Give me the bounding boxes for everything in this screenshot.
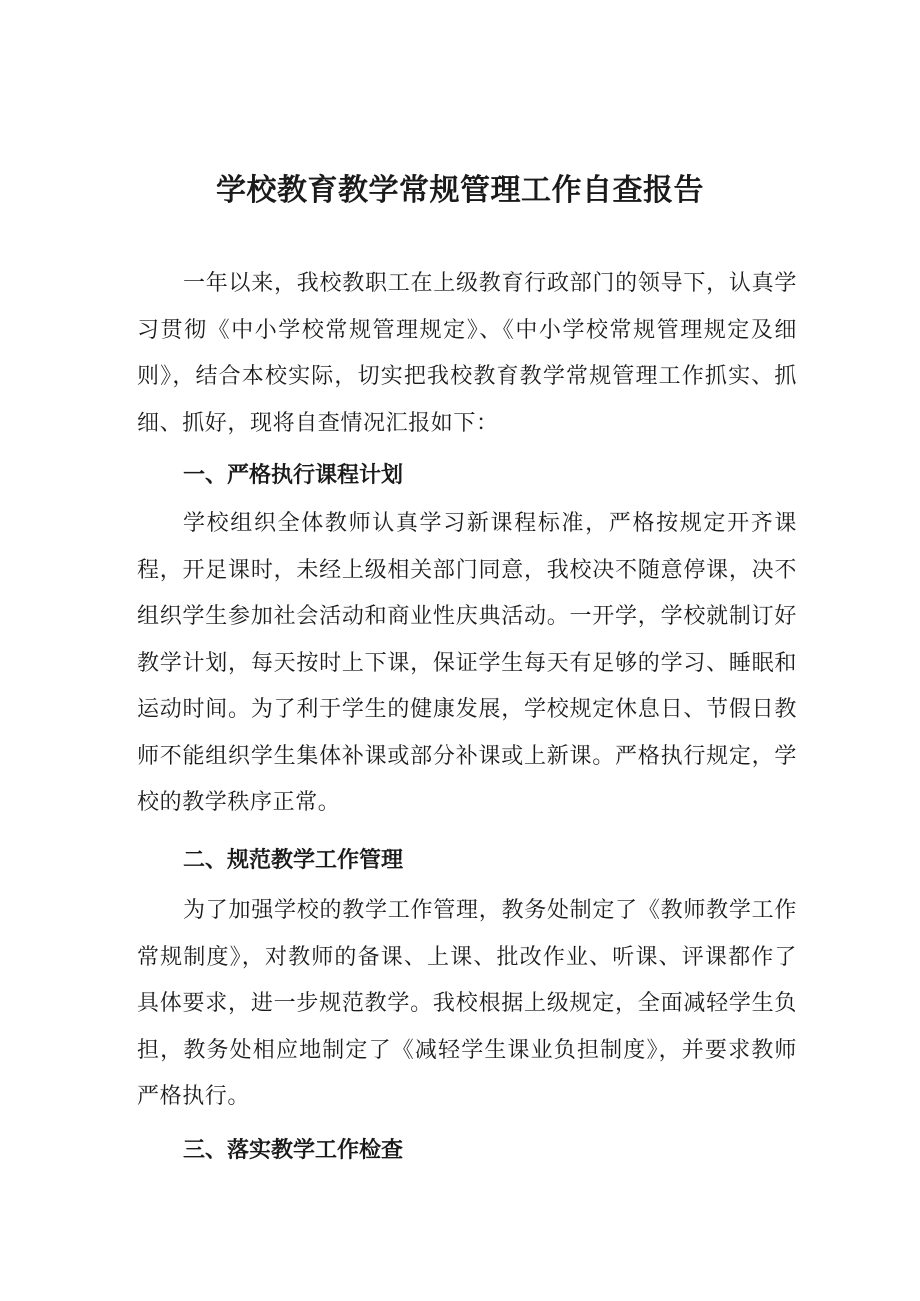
intro-paragraph: 一年以来，我校教职工在上级教育行政部门的领导下，认真学习贯彻《中小学校常规管理规定》、《中小学校常规管理规定及细则》，结合本校实际，切实把我校教育教学常规管理工作抓实、抓细、抓好，现将自查情况汇报如下： bbox=[137, 271, 797, 436]
section-2-paragraph: 为了加强学校的教学工作管理，教务处制定了《教师教学工作常规制度》，对教师的备课、上课、批改作业、听课、评课都作了具体要求，进一步规范教学。我校根据上级规定，全面减轻学生负担，教务处相应地制定了《减轻学生课业负担制度》，并要求教师严格执行。 bbox=[137, 898, 797, 1109]
section-3-heading: 三、落实教学工作检查 bbox=[183, 1138, 404, 1163]
section-2-heading: 二、规范教学工作管理 bbox=[183, 848, 404, 873]
section-1-paragraph: 学校组织全体教师认真学习新课程标准，严格按规定开齐课程，开足课时，未经上级相关部门同意，我校决不随意停课，决不组织学生参加社会活动和商业性庆典活动。一开学，学校就制订好教学计划，每天按时上下课，保证学生每天有足够的学习、睡眠和运动时间。为了利于学生的健康发展，学校规定休息日、节假日教师不能组织学生集体补课或部分补课或上新课。严格执行规定，学校的教学秩序正常。 bbox=[137, 511, 797, 815]
document-title: 学校教育教学常规管理工作自查报告 bbox=[216, 173, 704, 208]
section-1-heading: 一、严格执行课程计划 bbox=[183, 463, 404, 488]
